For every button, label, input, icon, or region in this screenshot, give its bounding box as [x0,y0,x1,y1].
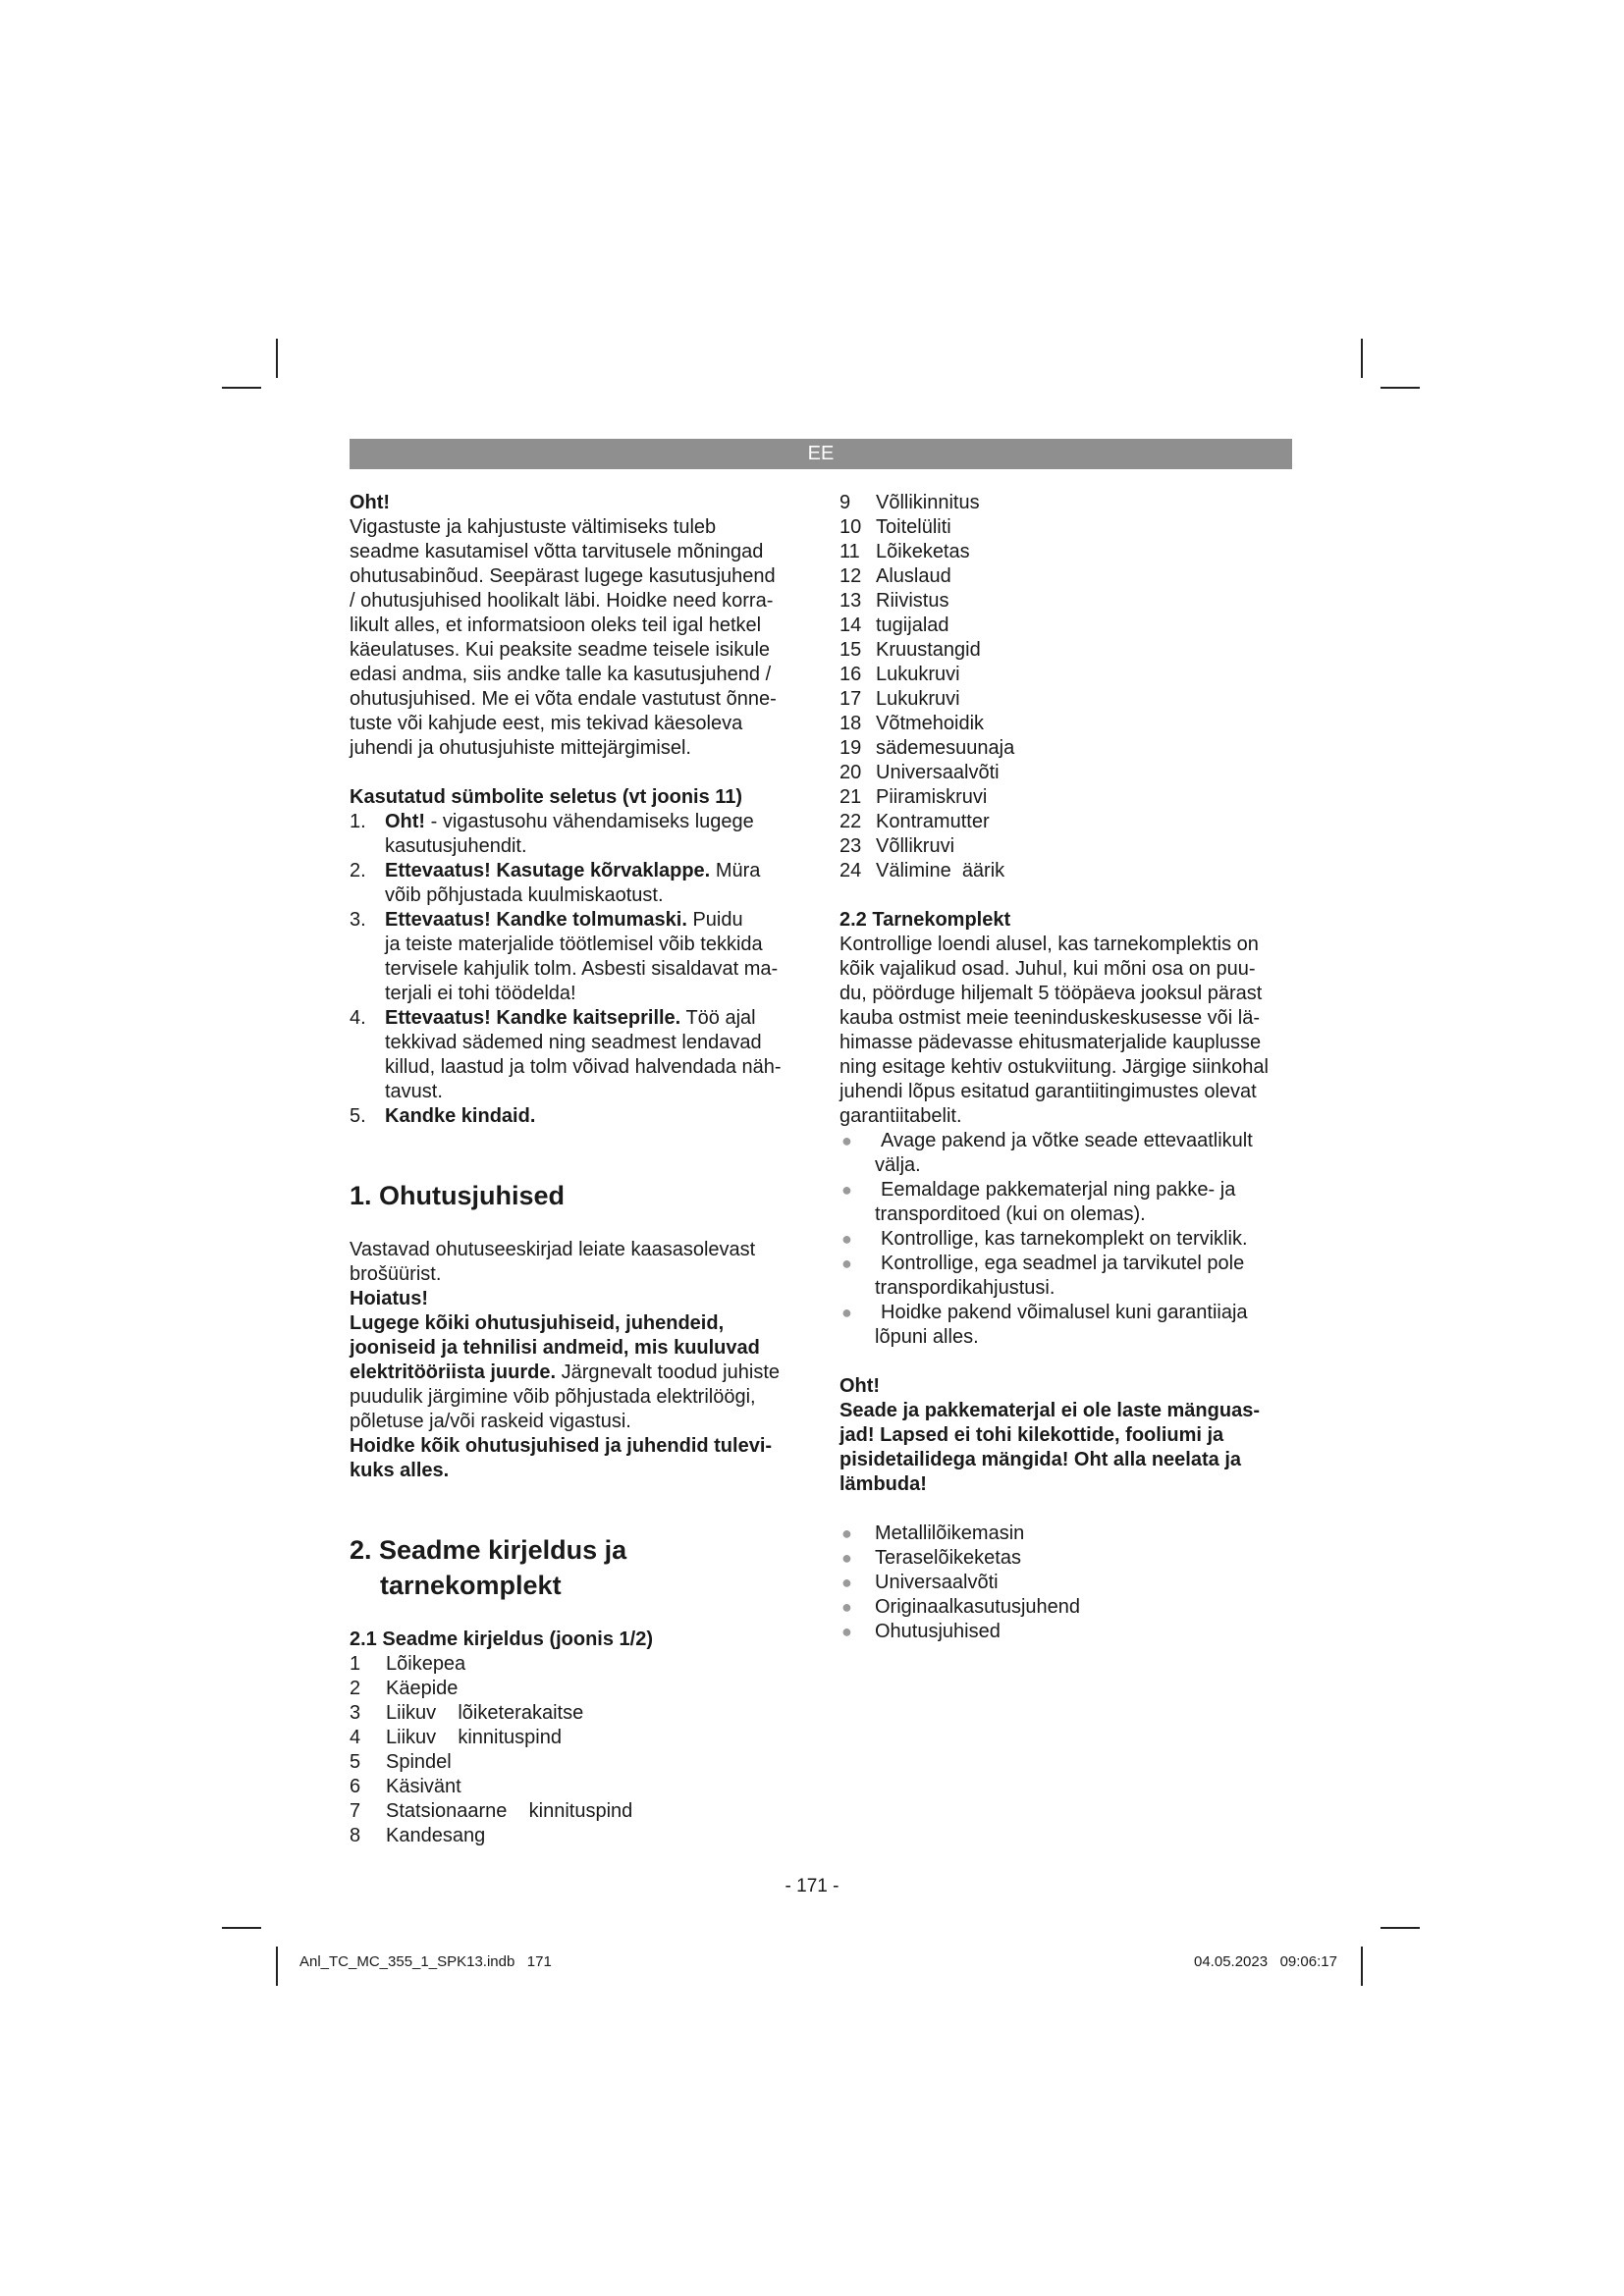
item-number: 17 [839,688,862,710]
list-item [350,1824,806,1848]
text-line: välja. [875,1154,921,1176]
list-item [839,1595,1296,1620]
parts-list-left [350,1652,806,1848]
bullet-icon: ● [841,1180,852,1200]
bullet-icon: ● [841,1597,852,1617]
text-line: transpordikahjustusi. [875,1277,1056,1299]
item-number: 21 [839,786,862,808]
item-number: 15 [839,639,862,661]
text-line: Kontrollige, ega seadmel ja tarvikutel pole [881,1253,1245,1274]
item-label: Spindel [386,1751,452,1773]
item-number: 2 [350,1678,361,1699]
symbol-label: Oht! [385,811,426,832]
text-line: edasi andma, siis andke talle ka kasutusjuhend / [350,664,772,685]
left-column [350,491,806,1848]
item-number: 24 [839,860,862,881]
symbols-title: Kasutatud sümbolite seletus (vt joonis 11) [350,786,743,808]
list-item [350,1775,806,1799]
warning-text [350,515,806,761]
list-item [839,663,1296,687]
crop-mark [222,1927,261,1929]
symbol-label: Ettevaatus! Kandke kaitseprille. [385,1007,681,1029]
item-number: 16 [839,664,862,685]
list-item [350,1799,806,1824]
text-line: seadme kasutamisel võtta tarvitusele mõningad [350,541,764,562]
list-item [839,859,1296,883]
symbol-label: Ettevaatus! Kandke tolmumaski. [385,909,687,931]
list-item [350,1750,806,1775]
crop-mark [1361,339,1363,378]
language-code: EE [807,443,835,464]
item-label: Kontramutter [876,811,990,832]
text-line: lämbuda! [839,1473,927,1495]
list-item [839,761,1296,785]
item-label: Statsionaarne kinnituspind [386,1800,633,1822]
text-line: võib põhjustada kuulmiskaotust. [385,884,664,906]
text-line: Eemaldage pakkematerjal ning pakke- ja [881,1179,1236,1201]
item-number: 20 [839,762,862,783]
symbol-item [350,859,806,908]
list-item [839,1620,1296,1644]
item-label: Lukukruvi [876,688,960,710]
text-line: tervisele kahjulik tolm. Asbesti sisaldavat ma- [385,958,779,980]
item-label: tugijalad [876,614,949,636]
list-item [839,1301,1296,1350]
list-item [839,564,1296,589]
language-header-bar [350,439,1292,469]
crop-mark [222,387,261,389]
list-item [839,810,1296,834]
text-line: pisidetailidega mängida! Oht alla neelata ja [839,1449,1242,1470]
item-label: Lõikeketas [876,541,970,562]
text-line: ohutusabinõud. Seepärast lugege kasutusjuhend [350,565,776,587]
item-label: Metallilõikemasin [875,1522,1025,1544]
bold-fragment: elektritööriista juurde. [350,1362,557,1383]
item-number: 18 [839,713,862,734]
text-line: likult alles, et informatsioon oleks teil igal hetkel [350,614,762,636]
subsection-title-delivery: 2.2 Tarnekomplekt [839,909,1011,931]
item-number: 3. [350,909,366,931]
item-label: Piiramiskruvi [876,786,988,808]
item-number: 4 [350,1727,361,1748]
text-line: Kontrollige, kas tarnekomplekt on terviklik. [881,1228,1248,1250]
item-label: Teraselõikeketas [875,1547,1021,1569]
text-line: kauba ostmist meie teeninduskeskusesse või lä- [839,1007,1260,1029]
list-item [839,614,1296,638]
item-number: 8 [350,1825,361,1846]
list-item [839,589,1296,614]
list-item [839,1252,1296,1301]
title-line: tarnekomplekt [380,1571,562,1600]
bullet-icon: ● [841,1254,852,1273]
section-title-safety: 1. Ohutusjuhised [350,1181,566,1210]
text-line: Müra [715,860,761,881]
item-label: sädemesuunaja [876,737,1015,759]
item-number: 6 [350,1776,361,1797]
text-line: Lugege kõiki ohutusjuhiseid, juhendeid, [350,1312,725,1334]
item-number: 1 [350,1653,361,1675]
file-name: Anl_TC_MC_355_1_SPK13.indb 171 [299,1953,552,1970]
item-number: 10 [839,516,862,538]
list-item [839,491,1296,515]
item-number: 12 [839,565,862,587]
bullet-icon: ● [841,1229,852,1249]
item-label: Universaalvõti [876,762,1000,783]
list-item [839,736,1296,761]
list-item [839,515,1296,540]
crop-mark [1380,387,1420,389]
item-label: Universaalvõti [875,1572,999,1593]
text-line: Vigastuste ja kahjustuste vältimiseks tuleb [350,516,717,538]
item-number: 5. [350,1105,366,1127]
item-label: Aluslaud [876,565,951,587]
list-item [839,1571,1296,1595]
list-item [839,540,1296,564]
text-line: käeulatuses. Kui peaksite seadme teisele isikule [350,639,771,661]
text-line: killud, laastud ja tolm võivad halvendada näh- [385,1056,782,1078]
item-label: Originaalkasutusjuhend [875,1596,1081,1618]
text-line: kõik vajalikud osad. Juhul, kui mõni osa on puu- [839,958,1256,980]
warning-title: Oht! [350,492,391,513]
list-item [839,785,1296,810]
parts-list-right [839,491,1296,883]
text-line: Kontrollige loendi alusel, kas tarnekomplektis on [839,934,1259,955]
item-label: Riivistus [876,590,949,612]
list-item [839,1227,1296,1252]
title-line: 2. Seadme kirjeldus ja [350,1535,627,1565]
text-line: Töö ajal [685,1007,756,1029]
crop-mark [276,1947,278,1986]
item-label: Käsivänt [386,1776,461,1797]
text-line: jad! Lapsed ei tohi kilekottide, fooliumi ja [839,1424,1224,1446]
section-title-description [350,1532,806,1603]
text-line: Seade ja pakkematerjal ei ole laste mänguas- [839,1400,1260,1421]
text-line: himasse pädevasse ehitusmaterjalide kauplusse [839,1032,1262,1053]
bullet-icon: ● [841,1573,852,1592]
symbol-label: Kandke kindaid. [385,1105,536,1127]
text-line: ohutusjuhised. Me ei võta endale vastutust õnne- [350,688,777,710]
list-item [839,834,1296,859]
text-line: Puidu [692,909,743,931]
item-label: Välimine äärik [876,860,1005,881]
list-item [839,1129,1296,1178]
bullet-icon: ● [841,1622,852,1641]
symbol-item [350,1104,806,1129]
item-number: 2. [350,860,366,881]
text-line: Hoidke pakend võimalusel kuni garantiiaja [881,1302,1248,1323]
list-item [839,1546,1296,1571]
list-item [839,1522,1296,1546]
text-line: Avage pakend ja võtke seade ettevaatlikult [881,1130,1253,1151]
text-line: kasutusjuhendit. [385,835,527,857]
item-number: 23 [839,835,862,857]
text-line: terjali ei tohi töödelda! [385,983,576,1004]
text-line [350,1361,806,1385]
symbols-list [350,810,806,1129]
item-number: 11 [839,541,860,562]
crop-mark [276,339,278,378]
list-item [350,1652,806,1677]
list-item [839,687,1296,712]
symbol-item [350,908,806,1006]
list-item [350,1701,806,1726]
steps-list [839,1129,1296,1350]
text-line: - vigastusohu vähendamiseks lugege [430,811,754,832]
item-number: 5 [350,1751,361,1773]
bullet-icon: ● [841,1303,852,1322]
list-item [839,638,1296,663]
text-line: brošüürist. [350,1263,442,1285]
item-label: Liikuv kinnituspind [386,1727,562,1748]
item-number: 4. [350,1007,366,1029]
bullet-icon: ● [841,1131,852,1150]
subsection-title-device: 2.1 Seadme kirjeldus (joonis 1/2) [350,1629,654,1650]
list-item [839,1178,1296,1227]
text-line: ja teiste materjalide töötlemisel võib tekkida [385,934,763,955]
list-item [350,1677,806,1701]
item-label: Kruustangid [876,639,981,661]
item-number: 13 [839,590,862,612]
contents-list [839,1522,1296,1644]
text-line: tuste või kahjude eest, mis tekivad käesoleva [350,713,743,734]
symbol-item [350,1006,806,1104]
text-line: põletuse ja/või raskeid vigastusi. [350,1411,631,1432]
danger-title: Oht! [839,1375,881,1397]
text-line: transporditoed (kui on olemas). [875,1203,1146,1225]
text-line: juhendi lõpus esitatud garantiitingimustes olevat [839,1081,1257,1102]
item-number: 3 [350,1702,361,1724]
item-label: Liikuv lõiketerakaitse [386,1702,584,1724]
symbol-label: Ettevaatus! Kasutage kõrvaklappe. [385,860,711,881]
bullet-icon: ● [841,1523,852,1543]
item-number: 7 [350,1800,361,1822]
print-timestamp: 04.05.2023 09:06:17 [1194,1953,1337,1970]
text-line: jooniseid ja tehnilisi andmeid, mis kuuluvad [350,1337,760,1359]
text-line: puudulik järgimine võib põhjustada elektrilöögi, [350,1386,756,1408]
list-item [839,712,1296,736]
item-number: 22 [839,811,862,832]
bullet-icon: ● [841,1548,852,1568]
text-line: tavust. [385,1081,443,1102]
text-line: lõpuni alles. [875,1326,979,1348]
item-number: 9 [839,492,851,513]
item-label: Ohutusjuhised [875,1621,1001,1642]
item-label: Toitelüliti [876,516,951,538]
hoiatus-title: Hoiatus! [350,1288,428,1309]
item-number: 19 [839,737,862,759]
list-item [350,1726,806,1750]
item-number: 14 [839,614,862,636]
crop-mark [1361,1947,1363,1986]
text-line: juhendi ja ohutusjuhiste mittejärgimisel. [350,737,691,759]
item-label: Lõikepea [386,1653,466,1675]
text-line: tekkivad sädemed ning seadmest lendavad [385,1032,762,1053]
text-line: / ohutusjuhised hoolikalt läbi. Hoidke need korra- [350,590,774,612]
crop-mark [1380,1927,1420,1929]
item-label: Võllikruvi [876,835,955,857]
page-number: - 171 - [785,1876,839,1896]
item-label: Lukukruvi [876,664,960,685]
text-line: du, pöörduge hiljemalt 5 tööpäeva jooksul pärast [839,983,1263,1004]
item-label: Võllikinnitus [876,492,980,513]
item-label: Võtmehoidik [876,713,985,734]
text-line: kuks alles. [350,1460,450,1481]
item-number: 1. [350,811,366,832]
symbol-item [350,810,806,859]
item-label: Kandesang [386,1825,486,1846]
text-line: garantiitabelit. [839,1105,962,1127]
text-fragment: Järgnevalt toodud juhiste [561,1362,780,1383]
text-line: Hoidke kõik ohutusjuhised ja juhendid tulevi- [350,1435,773,1457]
text-line: Vastavad ohutuseeskirjad leiate kaasasolevast [350,1239,756,1260]
text-line: ning esitage kehtiv ostukviitung. Järgige siinkohal [839,1056,1269,1078]
item-label: Käepide [386,1678,459,1699]
right-column [839,491,1296,1644]
